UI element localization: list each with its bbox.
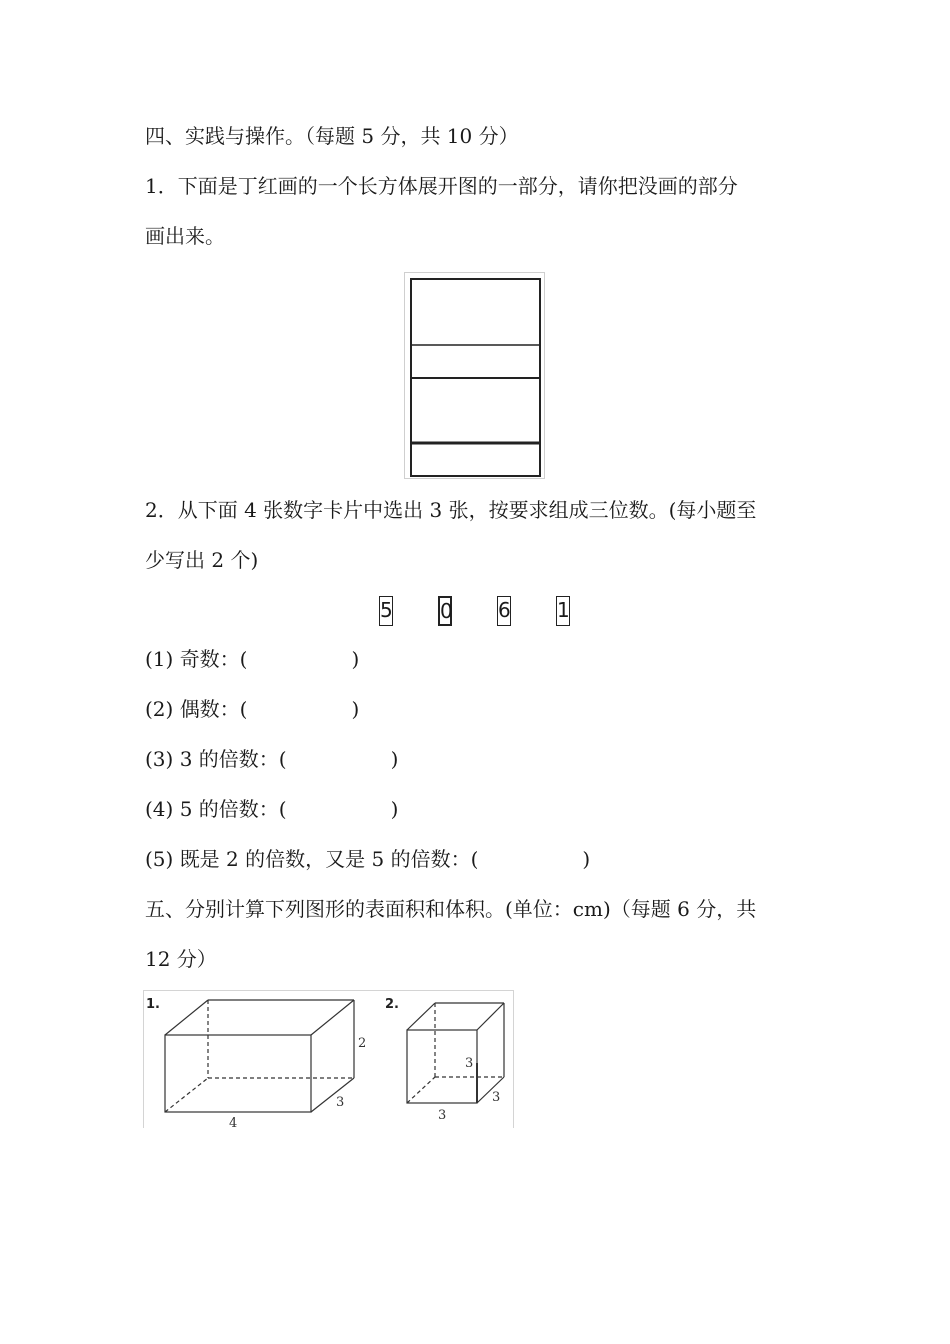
question-1-text-line-2: 画出来。 bbox=[145, 224, 225, 248]
closing-paren: ) bbox=[582, 847, 591, 871]
solids-figure bbox=[143, 990, 514, 1128]
sub-question-multiple-of-5 bbox=[145, 795, 398, 823]
sub-question-label: (3) 3 的倍数：( bbox=[145, 747, 287, 771]
cuboid-net-figure bbox=[404, 272, 545, 479]
sub-question-label: (5) 既是 2 的倍数，又是 5 的倍数：( bbox=[145, 847, 479, 871]
number-card: 0 bbox=[438, 596, 452, 626]
cuboid-net-drawing bbox=[405, 273, 546, 480]
sub-question-label: (2) 偶数：( bbox=[145, 697, 248, 721]
figure-2-number: 2. bbox=[385, 997, 399, 1012]
question-2-text-line-2: 少写出 2 个) bbox=[145, 548, 259, 572]
figure-1-number: 1. bbox=[146, 997, 160, 1012]
number-card: 6 bbox=[497, 596, 511, 626]
cube-width-label: 3 bbox=[438, 1108, 447, 1123]
sub-question-multiple-of-3 bbox=[145, 745, 398, 773]
cube-height-label: 3 bbox=[465, 1056, 474, 1071]
section-5-heading-line-2: 12 分） bbox=[145, 947, 217, 971]
closing-paren: ) bbox=[351, 647, 360, 671]
sub-question-label: (1) 奇数：( bbox=[145, 647, 248, 671]
cube-2 bbox=[407, 1003, 504, 1103]
cuboid-length-label: 4 bbox=[229, 1116, 238, 1129]
cuboid-height-label: 2 bbox=[358, 1036, 367, 1051]
question-1-text-line-1: 1．下面是丁红画的一个长方体展开图的一部分，请你把没画的部分 bbox=[145, 174, 738, 198]
number-card: 5 bbox=[379, 596, 393, 626]
solids-drawing bbox=[144, 991, 515, 1129]
sub-question-odd bbox=[145, 645, 359, 673]
sub-question-even bbox=[145, 695, 359, 723]
closing-paren: ) bbox=[390, 747, 399, 771]
closing-paren: ) bbox=[351, 697, 360, 721]
closing-paren: ) bbox=[390, 797, 399, 821]
cuboid-1 bbox=[165, 1000, 354, 1112]
question-2-text-line-1: 2．从下面 4 张数字卡片中选出 3 张，按要求组成三位数。(每小题至 bbox=[145, 498, 757, 522]
section-4-heading: 四、实践与操作。（每题 5 分，共 10 分） bbox=[145, 124, 519, 148]
cube-depth-label: 3 bbox=[492, 1090, 501, 1105]
cuboid-width-label: 3 bbox=[336, 1095, 345, 1110]
sub-question-multiple-of-2-and-5 bbox=[145, 845, 590, 873]
number-card: 1 bbox=[556, 596, 570, 626]
section-5-heading-line-1: 五、分别计算下列图形的表面积和体积。(单位：cm)（每题 6 分，共 bbox=[145, 897, 757, 921]
sub-question-label: (4) 5 的倍数：( bbox=[145, 797, 287, 821]
